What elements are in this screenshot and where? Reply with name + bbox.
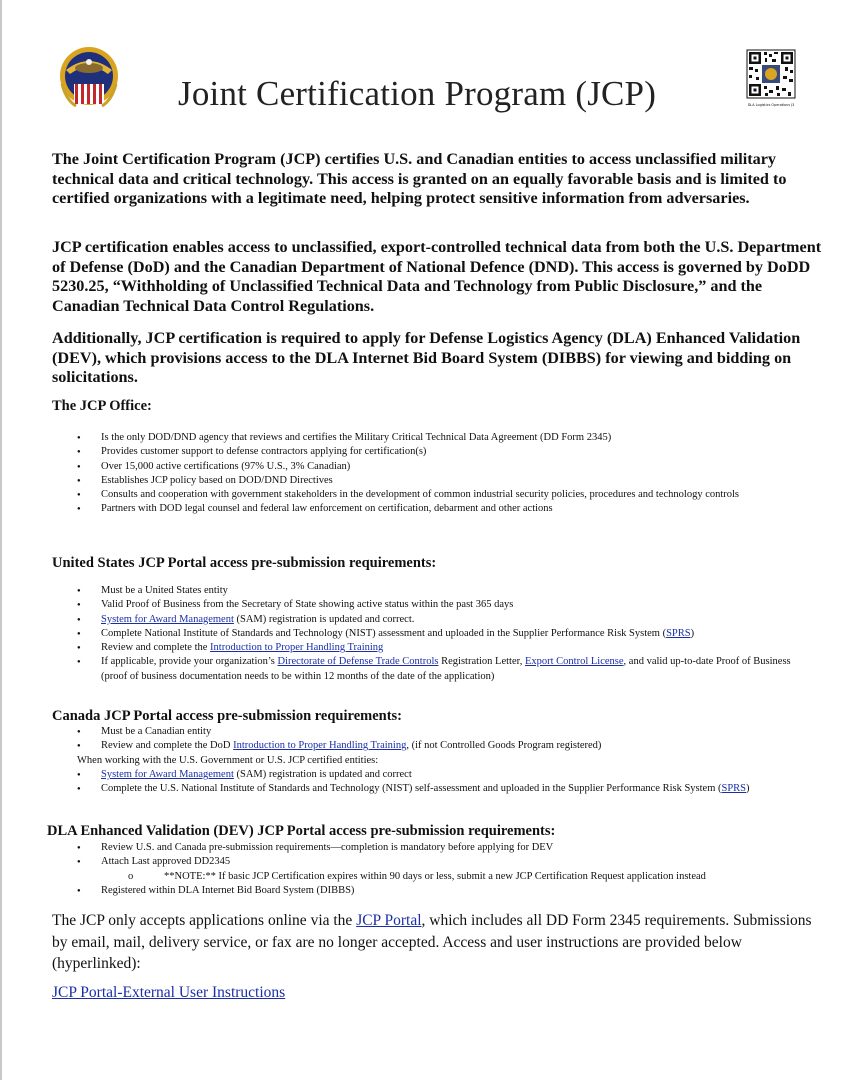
intro-paragraph-1: The Joint Certification Program (JCP) certifies U.S. and Canadian entities to access unclassified military technical data and critical technology. This access is granted on an equally favorable basis and is limited to certified organizations with a legitimate need, helping protect sensitive information from adversaries. — [52, 150, 787, 207]
export-control-license-link[interactable]: Export Control License — [524, 656, 624, 668]
intro-paragraph-3: Additionally, JCP certification is required to apply for Defense Logistics Agency (DLA) Enhanced Validation (DEV), which provisions access to the DLA Internet Bid Board System (DIBBS) for viewing and bidding on solicitations. — [52, 329, 801, 386]
canada-requirements-heading: Canada JCP Portal access pre-submission requirements: — [52, 708, 403, 724]
list-item: ● System for Award Management (SAM) registration is updated and correct — [77, 768, 797, 782]
sprs-link[interactable]: SPRS — [666, 627, 691, 639]
sam-link[interactable]: System for Award Management — [101, 769, 234, 780]
list-item: ● Attach Last approved DD2345 — [77, 855, 797, 869]
page-edge — [0, 0, 2, 1080]
list-item: ● Review U.S. and Canada pre-submission requirements—completion is mandatory before applying for DEV — [77, 841, 797, 855]
list-item: ● Valid Proof of Business from the Secretary of State showing active status within the past 365 days — [77, 598, 797, 612]
sam-link[interactable]: System for Award Management — [101, 613, 234, 625]
qr-caption: DLA Logistics Operations J3 — [747, 103, 795, 107]
office-list — [77, 431, 797, 517]
dla-dev-list — [77, 841, 797, 870]
jcp-portal-link[interactable]: JCP Portal — [356, 912, 422, 929]
dla-dev-requirements-heading: DLA Enhanced Validation (DEV) JCP Portal access pre-submission requirements: — [47, 823, 556, 839]
qr-code-icon — [745, 48, 797, 110]
sprs-link[interactable]: SPRS — [721, 783, 747, 795]
jcp-portal-instructions-link[interactable]: JCP Portal-External User Instructions — [52, 984, 286, 1001]
dla-dev-list-continued — [77, 884, 797, 898]
list-item: ● Review and complete the DoD Introduction to Proper Handling Training, (if not Controlled Goods Program registered) — [77, 739, 797, 753]
page-title: Joint Certification Program (JCP) — [178, 74, 657, 113]
list-item: ● Over 15,000 active certifications (97% U.S., 3% Canadian) — [77, 460, 797, 474]
proper-handling-training-link[interactable]: Introduction to Proper Handling Training — [210, 642, 384, 654]
list-item: ● Is the only DOD/DND agency that reviews and certifies the Military Critical Technical Data Agreement (DD Form 2345) — [77, 431, 797, 445]
dla-seal-logo — [58, 44, 120, 114]
list-item: ● Provides customer support to defense contractors applying for certification(s) — [77, 445, 797, 459]
list-item: ● Registered within DLA Internet Bid Board System (DIBBS) — [77, 884, 797, 898]
list-item: ● If applicable, provide your organization’s Directorate of Defense Trade Controls Registration Letter, Export Control License, and valid up-to-date Proof of Business (proof of business documentation needs to be within 12 months of the date of the application) — [77, 655, 797, 684]
proper-handling-training-link[interactable]: Introduction to Proper Handling Training — [233, 740, 407, 752]
list-item: ● Complete the U.S. National Institute of Standards and Technology (NIST) self-assessment and uploaded in the Supplier Performance Risk System (SPRS) — [77, 782, 797, 796]
office-heading: The JCP Office: — [52, 398, 152, 414]
canada-when-note: When working with the U.S. Government or U.S. JCP certified entities: — [77, 755, 379, 766]
list-item: ● System for Award Management (SAM) registration is updated and correct. — [77, 613, 797, 627]
canada-requirements-list — [77, 725, 797, 754]
list-item: ● Consults and cooperation with government stakeholders in the development of common industrial security policies, procedures and technology controls — [77, 488, 797, 502]
sub-bullet-marker: o — [128, 871, 134, 882]
list-item: ● Establishes JCP policy based on DOD/DND Directives — [77, 474, 797, 488]
dla-note: **NOTE:** If basic JCP Certification expires within 90 days or less, submit a new JCP Certification Request application instead — [164, 871, 706, 882]
list-item: ● Must be a United States entity — [77, 584, 797, 598]
us-requirements-list — [77, 584, 797, 684]
canada-us-list — [77, 768, 797, 797]
list-item: ● Complete National Institute of Standards and Technology (NIST) assessment and uploaded in the Supplier Performance Risk System (SPRS) — [77, 627, 797, 641]
ddtc-link[interactable]: Directorate of Defense Trade Controls — [277, 656, 439, 668]
intro-paragraph-2: JCP certification enables access to unclassified, export-controlled technical data from both the U.S. Department of Defense (DoD) and the Canadian Department of National Defence (DND). This access is governed by DoDD 5230.25, “Withholding of Unclassified Technical Data and Technology from Public Disclosure,” and the Canadian Technical Data Control Regulations. — [52, 238, 822, 315]
list-item: ● Partners with DOD legal counsel and federal law enforcement on certification, debarment and other actions — [77, 502, 797, 516]
list-item: ● Must be a Canadian entity — [77, 725, 797, 739]
list-item: ● Review and complete the Introduction to Proper Handling Training — [77, 641, 797, 655]
us-requirements-heading: United States JCP Portal access pre-submission requirements: — [52, 555, 437, 571]
closing-paragraph: The JCP only accepts applications online via the JCP Portal, which includes all DD Form 2345 requirements. Submissions by email, mail, delivery service, or fax are no longer accepted. Access and user instructions are provided below (hyperlinked): — [52, 912, 812, 972]
